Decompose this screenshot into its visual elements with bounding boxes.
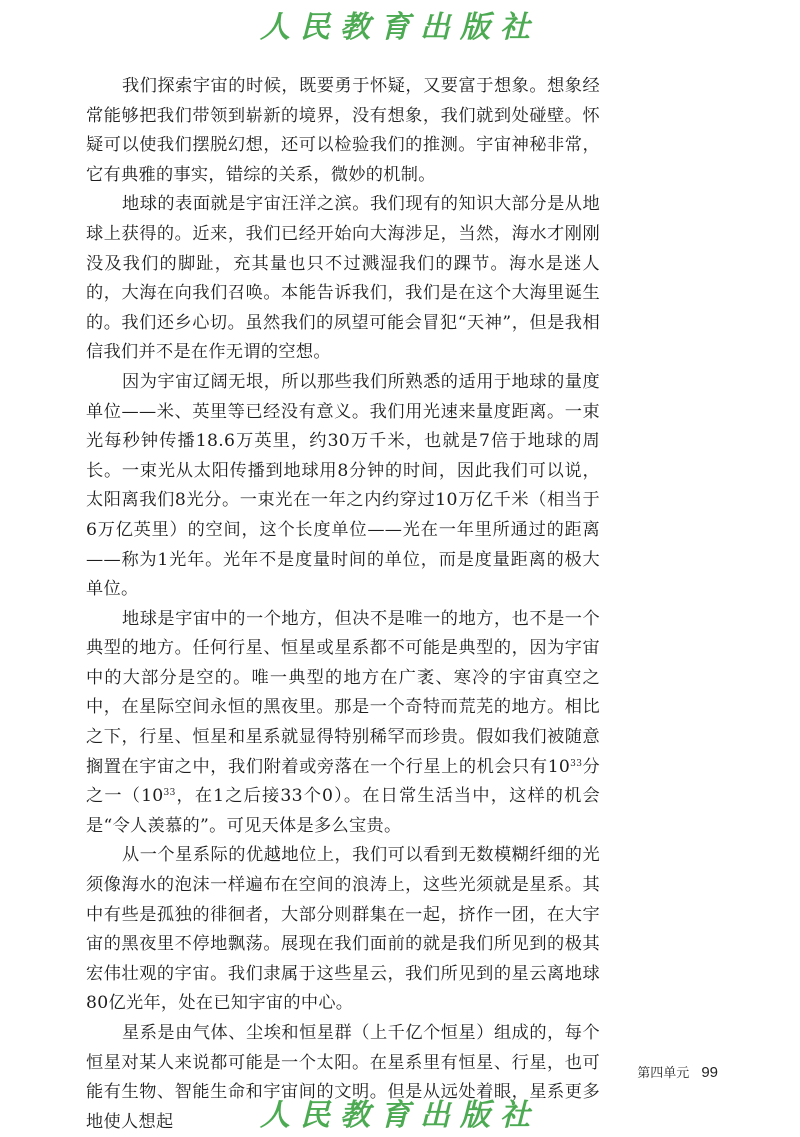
publisher-watermark-top: 人民教育出版社 [260,10,540,45]
exponent-a: 33 [570,758,583,769]
paragraph-4-part-b: 分之一（10 [86,756,600,807]
page-number: 99 [701,1064,718,1081]
paragraph-4-part-c: ，在1之后接33个0）。在日常生活当中，这样的机会是“令人羡慕的”。可见天体是多么宝贵。 [86,786,600,836]
unit-label: 第四单元 [637,1066,690,1081]
paragraph-4-part-a: 地球是宇宙中的一个地方，但决不是唯一的地方，也不是一个典型的地方。任何行星、恒星或星系都不可能是典型的，因为宇宙中的大部分是空的。唯一典型的地方在广袤、寒冷的宇宙真空之中，在星际空间永恒的黑夜里。那是一个奇特而荒芜的地方。相比之下，行星、恒星和星系就显得特别稀罕而珍贵。假如我们被随意搁置在宇宙之中，我们附着或旁落在一个行星上的机会只有10 [86,608,600,777]
publisher-watermark-bottom: 人民教育出版社 [260,1098,540,1133]
exponent-b: 33 [163,788,176,799]
paragraph-4 [86,605,600,842]
paragraph-6: 星系是由气体、尘埃和恒星群（上千亿个恒星）组成的，每个恒星对某人来说都可能是一个太阳。在星系里有恒星、行星，也可能有生物、智能生命和宇宙间的文明。但是从远处着眼，星系更多地使人想起 [86,1023,600,1132]
body-text [86,72,600,1137]
paragraph-1: 我们探索宇宙的时候，既要勇于怀疑，又要富于想象。想象经常能够把我们带领到崭新的境界，没有想象，我们就到处碰壁。怀疑可以使我们摆脱幻想，还可以检验我们的推测。宇宙神秘非常，它有典雅的事实，错综的关系，微妙的机制。 [86,76,600,185]
paragraph-5: 从一个星系际的优越地位上，我们可以看到无数模糊纤细的光须像海水的泡沫一样遍布在空间的浪涛上，这些光须就是星系。其中有些是孤独的徘徊者，大部分则群集在一起，挤作一团，在大宇宙的黑夜里不停地飘荡。展现在我们面前的就是我们所见到的极其宏伟壮观的宇宙。我们隶属于这些星云，我们所见到的星云离地球80亿光年，处在已知宇宙的中心。 [86,845,600,1014]
paragraph-2: 地球的表面就是宇宙汪洋之滨。我们现有的知识大部分是从地球上获得的。近来，我们已经开始向大海涉足，当然，海水才刚刚没及我们的脚趾，充其量也只不过溅湿我们的踝节。海水是迷人的，大海在向我们召唤。本能告诉我们，我们是在这个大海里诞生的。我们还乡心切。虽然我们的夙望可能会冒犯“天神”，但是我相信我们并不是在作无谓的空想。 [86,194,600,363]
paragraph-3: 因为宇宙辽阔无垠，所以那些我们所熟悉的适用于地球的量度单位——米、英里等已经没有意义。我们用光速来量度距离。一束光每秒钟传播18.6万英里，约30万千米，也就是7倍于地球的周长。一束光从太阳传播到地球用8分钟的时间，因此我们可以说，太阳离我们8光分。一束光在一年之内约穿过10万亿千米（相当于6万亿英里）的空间，这个长度单位——光在一年里所通过的距离——称为1光年。光年不是度量时间的单位，而是度量距离的极大单位。 [86,371,600,600]
page-footer [637,1062,718,1081]
